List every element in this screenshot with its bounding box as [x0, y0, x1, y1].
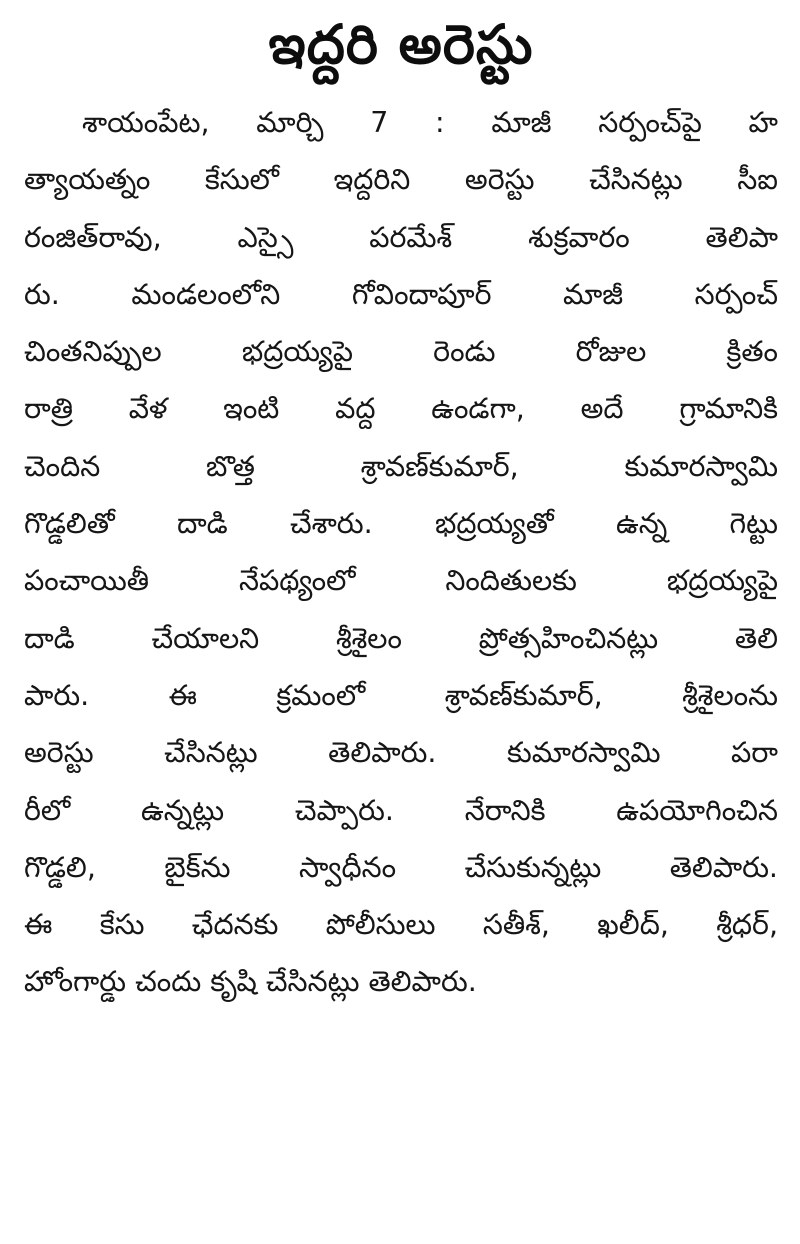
body-line: హోంగార్డు చందు కృషి చేసినట్లు తెలిపారు.: [24, 965, 477, 999]
headline: ఇద్దరి అరెస్టు: [268, 13, 534, 76]
body-line: పారు. ఈ క్రమంలో శ్రావణ్‌కుమార్, శ్రీశైలంను: [24, 678, 778, 712]
body-line: చెందిన బొత్త శ్రావణ్‌కుమార్, కుమారస్వామి: [24, 449, 778, 483]
body-line: పంచాయితీ నేపథ్యంలో నిందితులకు భద్రయ్యపై: [24, 564, 778, 598]
body-line: గొడ్డలితో దాడి చేశారు. భద్రయ్యతో ఉన్న గెట్టు: [24, 507, 778, 541]
body-line: దాడి చేయాలని శ్రీశైలం ప్రోత్సహించినట్లు తెలి: [24, 621, 778, 655]
body-line: రీలో ఉన్నట్లు చెప్పారు. నేరానికి ఉపయోగించిన: [24, 793, 778, 827]
body-line: ఈ కేసు ఛేదనకు పోలీసులు సతీశ్, ఖలీద్, శ్రీధర్,: [24, 908, 778, 942]
body-line: చింతనిప్పుల భద్రయ్యపై రెండు రోజుల క్రితం: [24, 335, 778, 369]
body-line: అరెస్టు చేసినట్లు తెలిపారు. కుమారస్వామి పరా: [24, 736, 778, 770]
body-line: శాయంపేట, మార్చి 7 : మాజీ సర్పంచ్‌పై హ: [82, 106, 778, 139]
body-line: రాత్రి వేళ ఇంటి వద్ద ఉండగా, అదే గ్రామానికి: [24, 392, 778, 426]
body-line: రు. మండలంలోని గోవిందాపూర్ మాజీ సర్పంచ్: [24, 277, 778, 311]
body-line: గొడ్డలి, బైక్‌ను స్వాధీనం చేసుకున్నట్లు తెలిపారు.: [24, 850, 778, 884]
body-line: త్యాయత్నం కేసులో ఇద్దరిని అరెస్టు చేసినట్లు సీఐ: [24, 163, 778, 197]
body-line: రంజిత్‌రావు, ఎస్సై పరమేశ్ శుక్రవారం తెలిపా: [24, 220, 778, 254]
article-body: [24, 94, 778, 1011]
